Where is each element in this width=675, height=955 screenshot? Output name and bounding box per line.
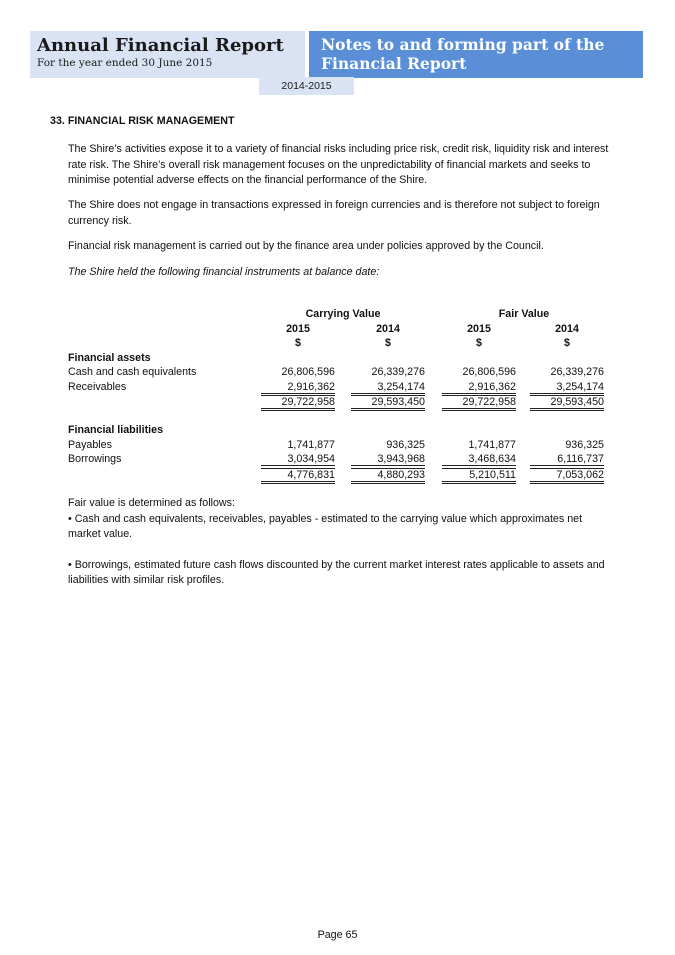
report-period: For the year ended 30 June 2015 <box>37 57 213 69</box>
total-value: 4,880,293 <box>351 468 425 484</box>
cell-value: 1,741,877 <box>287 438 335 451</box>
cell-value: 936,325 <box>565 438 604 451</box>
cell-value: 26,339,276 <box>550 366 604 378</box>
col-year: 2014 <box>555 322 579 335</box>
year-header-row <box>68 323 613 338</box>
total-value: 29,722,958 <box>442 395 516 411</box>
col-year: 2015 <box>467 322 491 335</box>
total-value: 29,722,958 <box>261 395 335 411</box>
col-year: 2014 <box>376 322 400 335</box>
cell-value: 3,254,174 <box>530 381 604 394</box>
liabilities-heading: Financial liabilities <box>68 424 164 436</box>
cell-value: 3,468,634 <box>442 453 516 466</box>
table-row <box>68 453 613 468</box>
col-year: 2015 <box>286 322 310 335</box>
cell-value: 3,943,968 <box>351 453 425 466</box>
paragraph-foreign-currency: The Shire does not engage in transactions expressed in foreign currencies and is therefore not subject to foreign currency risk. <box>68 199 600 227</box>
year-tab: 2014-2015 <box>259 77 354 95</box>
report-title: Annual Financial Report <box>37 35 284 56</box>
liabilities-total-row <box>68 468 613 487</box>
cell-value: 26,806,596 <box>462 366 516 378</box>
fair-value-intro: Fair value is determined as follows: <box>68 497 235 509</box>
table-row <box>68 439 613 454</box>
section-heading-panel <box>309 31 643 78</box>
total-value: 29,593,450 <box>351 395 425 411</box>
cell-value: 2,916,362 <box>442 381 516 394</box>
cell-value: 936,325 <box>386 438 425 451</box>
report-title-panel <box>30 31 305 78</box>
fair-value-notes <box>68 496 613 589</box>
financial-instruments-table <box>68 308 613 487</box>
spacer <box>68 414 613 424</box>
fair-value-bullet: • Borrowings, estimated future cash flows discounted by the current market interest rates applicable to assets and liabilities with similar risk profiles. <box>68 558 605 586</box>
liabilities-heading-row <box>68 424 613 439</box>
cell-value: 3,254,174 <box>351 381 425 394</box>
total-value: 4,776,831 <box>261 468 335 484</box>
cell-value: 26,806,596 <box>281 366 335 378</box>
cell-value: 1,741,877 <box>468 438 516 451</box>
total-value: 5,210,511 <box>442 468 516 484</box>
group-fair-value: Fair Value <box>498 308 550 320</box>
row-label: Receivables <box>68 380 127 393</box>
col-unit: $ <box>476 337 482 349</box>
cell-value: 6,116,737 <box>530 453 604 466</box>
instruments-intro: The Shire held the following financial instruments at balance date: <box>68 266 380 278</box>
cell-value: 3,034,954 <box>261 453 335 466</box>
row-label: Payables <box>68 438 112 451</box>
assets-heading: Financial assets <box>68 351 151 364</box>
assets-total-row <box>68 395 613 414</box>
table-row <box>68 381 613 396</box>
group-header-row <box>68 308 613 323</box>
col-unit: $ <box>295 337 301 349</box>
row-label: Borrowings <box>68 453 122 465</box>
page-number: Page 65 <box>317 929 358 941</box>
col-unit: $ <box>385 337 391 349</box>
section-heading: Notes to and forming part of the Financial Report <box>321 35 605 73</box>
assets-heading-row <box>68 352 613 367</box>
group-carrying-value: Carrying Value <box>305 308 381 320</box>
spacer <box>68 543 613 558</box>
row-label: Cash and cash equivalents <box>68 366 197 378</box>
table-row <box>68 366 613 381</box>
total-value: 7,053,062 <box>530 468 604 484</box>
paragraph-risk-exposure: The Shire’s activities expose it to a variety of financial risks including price risk, credit risk, liquidity risk and interest rate risk. The Shire’s overall risk management focuses on the unpredictability of financial markets and seeks to minimise potential adverse effects on the financial performance of the Shire. <box>68 143 609 186</box>
cell-value: 26,339,276 <box>371 366 425 378</box>
cell-value: 2,916,362 <box>261 381 335 394</box>
col-unit: $ <box>564 337 570 349</box>
unit-header-row <box>68 337 613 352</box>
total-value: 29,593,450 <box>530 395 604 411</box>
section-title: 33. FINANCIAL RISK MANAGEMENT <box>50 115 235 127</box>
fair-value-bullet: • Cash and cash equivalents, receivables, payables - estimated to the carrying value which approximates net market value. <box>68 512 583 540</box>
paragraph-risk-management: Financial risk management is carried out by the finance area under policies approved by the Council. <box>68 240 544 252</box>
